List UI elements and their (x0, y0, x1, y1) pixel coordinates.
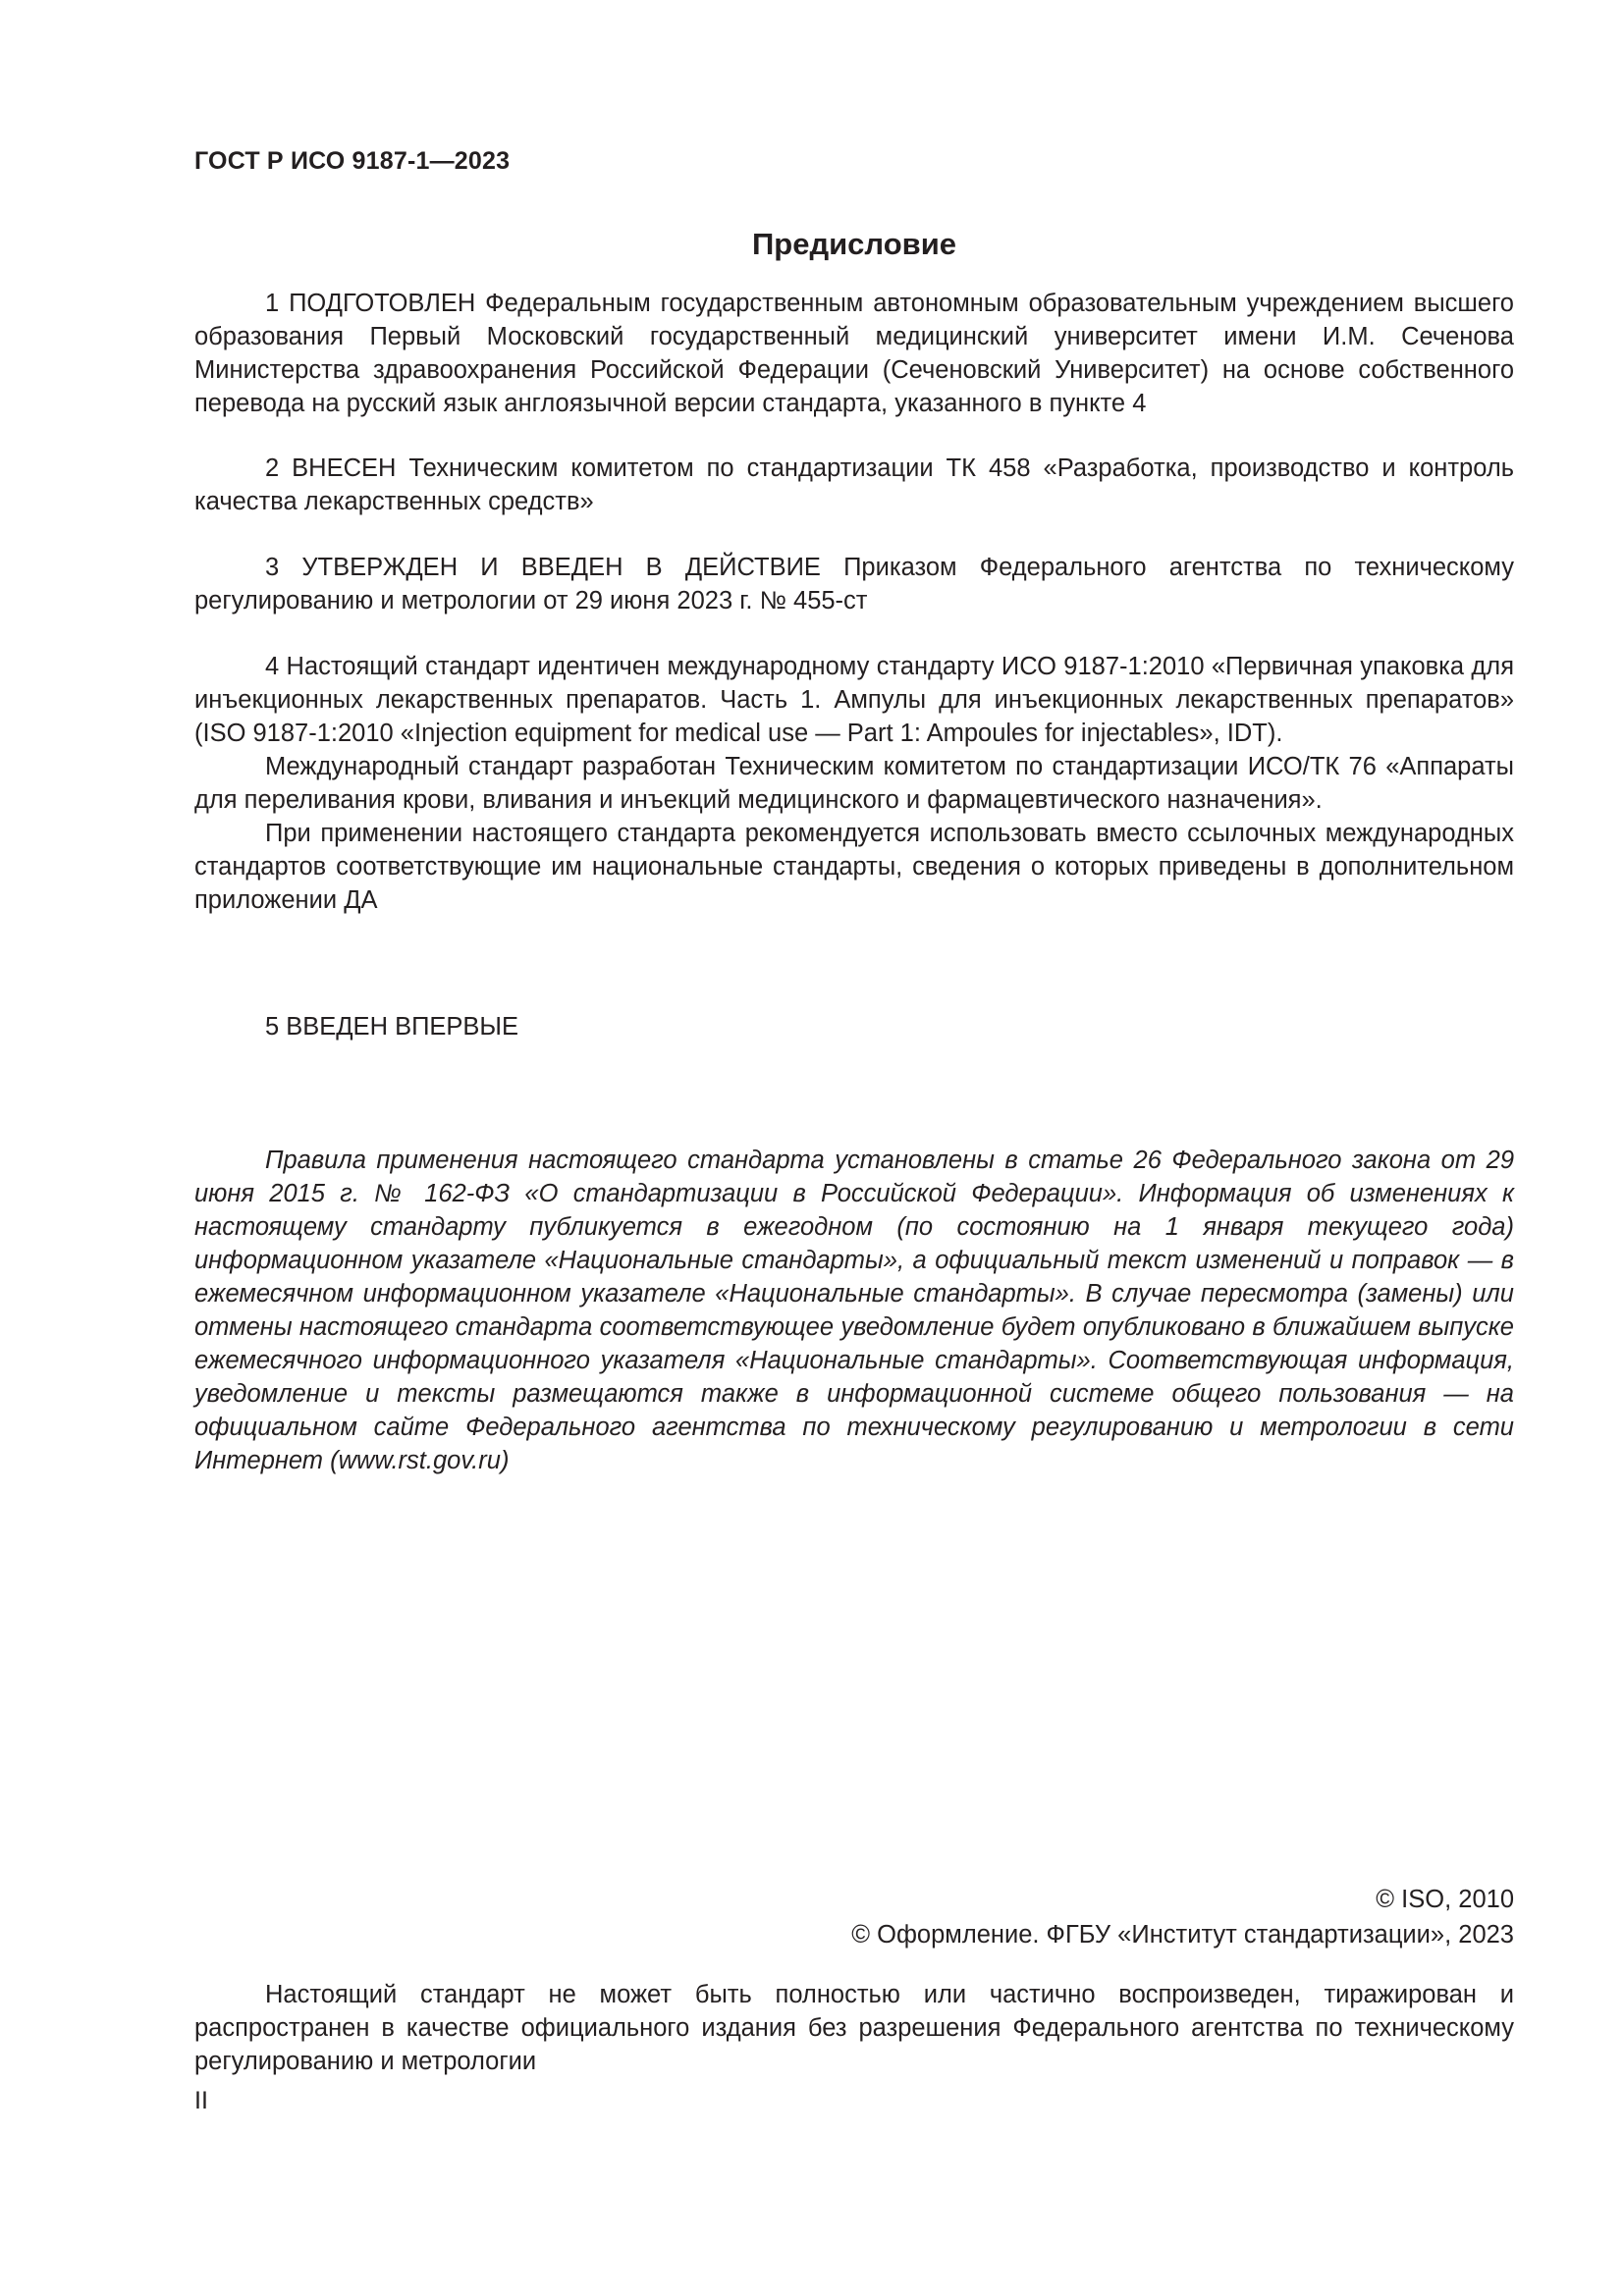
document-code: ГОСТ Р ИСО 9187-1—2023 (194, 147, 511, 175)
iso-copyright: © ISO, 2010 (1376, 1886, 1514, 1913)
rules-paragraph: Правила применения настоящего стандарта установлены в статье 26 Федерального закона от 29 июня 2015 г. № 162-ФЗ «О стандартизации в Российской Федерации». Информация об изменениях к настоящему стандарту публикуется в ежегодном (по состоянию на 1 января текущего года) информационном указателе «Национальные стандарты», а официальный текст изменений и поправок — в ежемесячном информационном указателе «Национальные стандарты». В случае пересмотра (замены) или отмены настоящего стандарта соответствующее уведомление будет опубликовано в ближайшем выпуске ежемесячного информационного указателя «Национальные стандарты». Соответствующая информация, уведомление и тексты размещаются также в информационной системе общего пользования — на официальном сайте Федерального агентства по техническому регулированию и метрологии в сети Интернет (www.rst.gov.ru) (194, 1147, 1514, 1474)
notice-paragraph: Настоящий стандарт не может быть полностью или частично воспроизведен, тиражирован и распространен в качестве официального издания без разрешения Федерального агентства по техническому регулированию и метрологии (194, 1981, 1514, 2075)
foreword-item-5 (194, 1010, 1514, 1043)
foreword-item-3 (194, 551, 1514, 617)
foreword-paragraph: 5 ВВЕДЕН ВПЕРВЫЕ (265, 1013, 519, 1041)
application-rules-note (194, 1144, 1514, 1477)
copyright-block (851, 1882, 1514, 1952)
foreword-paragraph: При применении настоящего стандарта рекомендуется использовать вместо ссылочных международных стандартов соответствующие им национальные стандарты, сведения о которых приведены в дополнительном приложении ДА (194, 820, 1514, 914)
foreword-paragraph: 2 ВНЕСЕН Техническим комитетом по стандартизации ТК 458 «Разработка, производство и контроль качества лекарственных средств» (194, 454, 1514, 515)
foreword-paragraph: Международный стандарт разработан Техническим комитетом по стандартизации ИСО/ТК 76 «Аппараты для переливания крови, вливания и инъекций медицинского и фармацевтического назначения». (194, 753, 1514, 814)
foreword-paragraph: 1 ПОДГОТОВЛЕН Федеральным государственным автономным образовательным учреждением высшего образования Первый Московский государственный медицинский университет имени И.М. Сеченова Министерства здравоохранения Российской Федерации (Сеченовский Университет) на основе собственного перевода на русский язык англоязычной версии стандарта, указанного в пункте 4 (194, 290, 1514, 417)
page-title: Предисловие (751, 227, 956, 261)
page-number: II (194, 2087, 208, 2114)
reproduction-notice (194, 1978, 1514, 2078)
foreword-item-1 (194, 287, 1514, 420)
foreword-item-4 (194, 650, 1514, 917)
foreword-item-2 (194, 452, 1514, 518)
foreword-paragraph: 4 Настоящий стандарт идентичен международному стандарту ИСО 9187-1:2010 «Первичная упаковка для инъекционных лекарственных препаратов. Часть 1. Ампулы для инъекционных лекарственных препаратов» (ISO 9187-1:2010 «Injection equipment for medical use — Part 1: Ampoules for injectables», IDT). (194, 653, 1514, 747)
design-copyright: © Оформление. ФГБУ «Институт стандартизации», 2023 (851, 1921, 1514, 1949)
foreword-paragraph: 3 УТВЕРЖДЕН И ВВЕДЕН В ДЕЙСТВИЕ Приказом Федерального агентства по техническому регулированию и метрологии от 29 июня 2023 г. № 455-ст (194, 554, 1514, 614)
